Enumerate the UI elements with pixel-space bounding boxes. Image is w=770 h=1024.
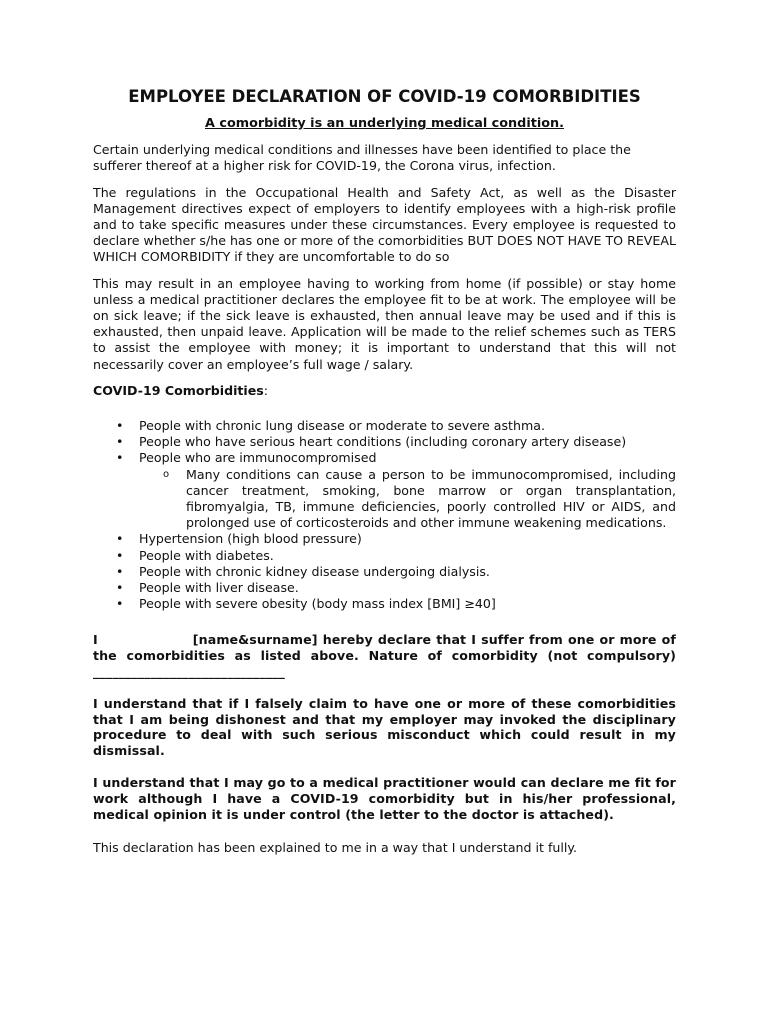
list-item: • Hypertension (high blood pressure) (139, 531, 676, 547)
list-item: • People with chronic lung disease or moderate to severe asthma. (139, 418, 676, 434)
list-item-immunocompromised (139, 450, 676, 531)
list-item: • People with severe obesity (body mass index [BMI] ≥40] (139, 596, 676, 612)
comorbidities-heading-text: COVID-19 Comorbidities (93, 382, 264, 398)
sub-list-item: o Many conditions can cause a person to be immunocompromised, including cancer treatment, smoking, bone marrow or organ transplantation, fibromyalgia, TB, immune deficiencies, poorly controlled HIV or AIDS, and prolonged use of corticosteroids and other immune weakening medications. (186, 467, 676, 532)
list-item: • People who have serious heart conditions (including coronary artery disease) (139, 434, 676, 450)
sub-list (139, 467, 676, 532)
list-item: • People with diabetes. (139, 548, 676, 564)
list-item: • People with liver disease. (139, 580, 676, 596)
declaration-prefix: I (93, 632, 98, 648)
practitioner-statement: I understand that I may go to a medical practitioner would can declare me fit for work although I have a COVID-19 comorbidity but in his/her professional, medical opinion it is under control (the letter to the doctor is attached). (93, 775, 676, 822)
list-item: • People with chronic kidney disease undergoing dialysis. (139, 564, 676, 580)
comorbidities-heading (93, 383, 676, 399)
declaration-text: [name&surname] hereby declare that I suffer from one or more of the comorbidities as listed above. Nature of comorbidity (not compulsory) ______________________________ (93, 632, 676, 680)
document-subtitle: A comorbidity is an underlying medical condition. (205, 116, 564, 131)
comorbidities-list (93, 418, 676, 612)
declaration-statement (93, 632, 676, 679)
false-claim-statement: I understand that if I falsely claim to have one or more of these comorbidities that I am being dishonest and that my employer may invoked the disciplinary procedure to deal with such serious misconduct which could result in my dismissal. (93, 695, 676, 759)
consequences-paragraph: This may result in an employee having to working from home (if possible) or stay home unless a medical practitioner declares the employee fit to be at work. The employee will be on sick leave; if the sick leave is exhausted, then annual leave may be used and if this is exhausted, then unpaid leave. Application will be made to the relief schemes such as TERS to assist the employee with money; it is important to understand that this will not necessarily cover an employee’s full wage / salary. (93, 275, 676, 372)
intro-paragraph: Certain underlying medical conditions and illnesses have been identified to place the sufferer thereof at a higher risk for COVID-19, the Corona virus, infection. (93, 142, 631, 174)
comorbidities-heading-colon: : (263, 382, 269, 398)
document-title: EMPLOYEE DECLARATION OF COVID-19 COMORBIDITIES (128, 87, 641, 106)
final-statement: This declaration has been explained to me in a way that I understand it fully. (93, 840, 578, 856)
list-item-label: People who are immunocompromised (139, 450, 377, 466)
regulations-paragraph: The regulations in the Occupational Health and Safety Act, as well as the Disaster Management directives expect of employers to identify employees with a high-risk profile and to take specific measures under these circumstances. Every employee is requested to declare whether s/he has one or more of the comorbidities BUT DOES NOT HAVE TO REVEAL WHICH COMORBIDITY if they are uncomfortable to do so (93, 184, 677, 265)
declaration-document (93, 86, 676, 867)
